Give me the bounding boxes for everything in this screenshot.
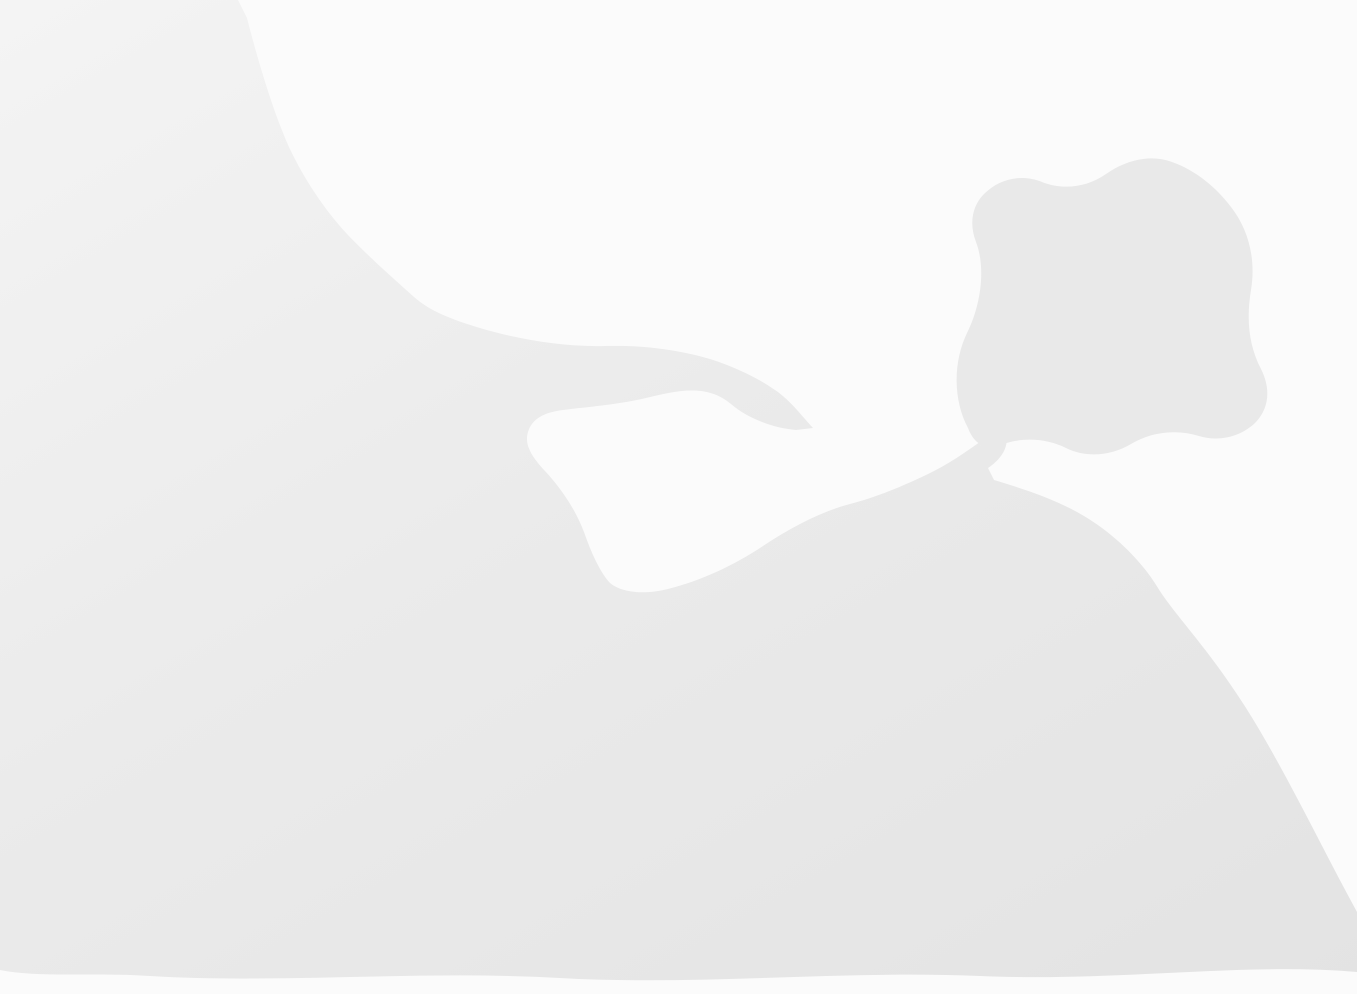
map-land-mainland xyxy=(238,0,1357,912)
map-land-south-coast xyxy=(0,969,1357,994)
map-sea-of-azov xyxy=(957,158,1268,454)
